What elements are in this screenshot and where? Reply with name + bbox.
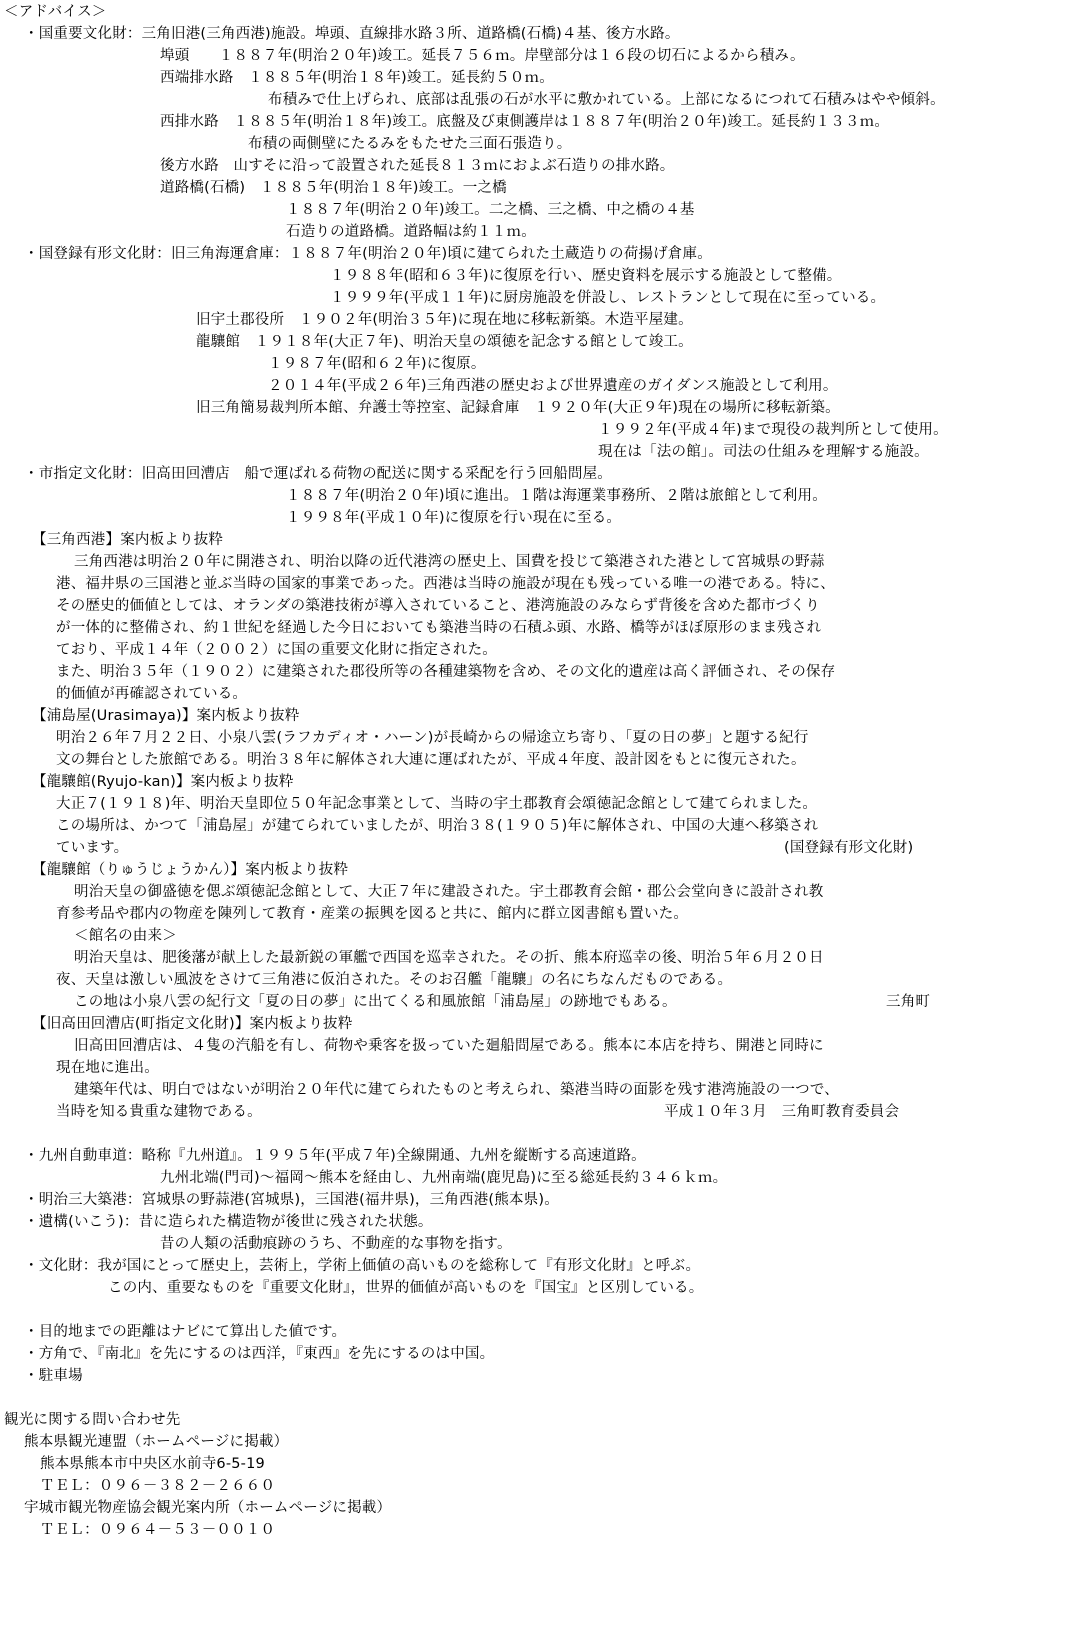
text-line: 西排水路 １８８５年(明治１８年)竣工。底盤及び東側護岸は１８８７年(明治２０年)竣工。延長約１３３ｍ。 bbox=[160, 114, 890, 130]
text-line: が一体的に整備され、約１世紀を経過した今日においても築港当時の石積ふ頭、水路、橋等がほぼ原形のまま残され bbox=[56, 620, 822, 636]
text-line: 龍驤館 １９１８年(大正７年)、明治天皇の頌徳を記念する館として竣工。 bbox=[196, 334, 693, 350]
text-line: 現在地に進出。 bbox=[56, 1060, 159, 1076]
text-line: ・駐車場 bbox=[24, 1368, 83, 1384]
text-line: ・国重要文化財：三角旧港(三角西港)施設。埠頭、直線排水路３所、道路橋(石橋)４基、後方水路。 bbox=[24, 26, 680, 42]
text-line: 旧高田回漕店は、４隻の汽船を有し、荷物や乗客を扱っていた廻船問屋である。熊本に本店を持ち、開港と同時に bbox=[74, 1038, 824, 1054]
text-line: 的価値が再確認されている。 bbox=[56, 686, 248, 702]
text-line: その歴史的価値としては、オランダの築港技術が導入されていること、港湾施設のみならず背後を含めた都市づくり bbox=[56, 598, 820, 614]
text-line: ＜館名の由来＞ bbox=[74, 928, 177, 944]
text-line: １９９９年(平成１１年)に厨房施設を併設し、レストランとして現在に至っている。 bbox=[330, 290, 886, 306]
text-line: ・遺構(いこう)：昔に造られた構造物が後世に残された状態。 bbox=[24, 1214, 433, 1230]
text-line: １９９８年(平成１０年)に復原を行い現在に至る。 bbox=[286, 510, 622, 526]
text-line: この地は小泉八雲の紀行文「夏の日の夢」に出てくる和風旅館「浦島屋」の跡地でもある。 bbox=[74, 994, 677, 1010]
text-line: この場所は、かつて「浦島屋」が建てられていましたが、明治３８(１９０５)年に解体され、中国の大連へ移築され bbox=[56, 818, 819, 834]
text-line: ており、平成１４年（２００２）に国の重要文化財に指定された。 bbox=[56, 642, 497, 658]
text-line: 石造りの道路橋。道路幅は約１１ｍ。 bbox=[286, 224, 536, 240]
text-line: ・国登録有形文化財：旧三角海運倉庫：１８８７年(明治２０年)頃に建てられた土蔵造りの荷揚げ倉庫。 bbox=[24, 246, 712, 262]
text-line: 埠頭 １８８７年(明治２０年)竣工。延長７５６ｍ。岸壁部分は１６段の切石によるから積み。 bbox=[160, 48, 805, 64]
text-line: 観光に関する問い合わせ先 bbox=[4, 1412, 181, 1428]
text-line: １９９２年(平成４年)まで現役の裁判所として使用。 bbox=[598, 422, 948, 438]
text-line: 現在は「法の館」。司法の仕組みを理解する施設。 bbox=[598, 444, 929, 460]
text-line: ・方角で、『南北』を先にするのは西洋，『東西』を先にするのは中国。 bbox=[24, 1346, 495, 1362]
text-line: １９８８年(昭和６３年)に復原を行い、歴史資料を展示する施設として整備。 bbox=[330, 268, 842, 284]
text-line: ＜アドバイス＞ bbox=[4, 4, 107, 20]
text-line: ・明治三大築港：宮城県の野蒜港(宮城県)，三国港(福井県)，三角西港(熊本県)。 bbox=[24, 1192, 559, 1208]
text-line: 明治天皇は、肥後藩が献上した最新鋭の軍艦で西国を巡幸された。その折、熊本府巡幸の後、明治５年６月２０日 bbox=[74, 950, 824, 966]
text-line: 夜、天皇は激しい風波をさけて三角港に仮泊された。そのお召艦「龍驤」の名にちなんだものである。 bbox=[56, 972, 733, 988]
text-line: この内、重要なものを『重要文化財』，世界的価値が高いものを『国宝』と区別している。 bbox=[108, 1280, 704, 1296]
text-line: 布積みで仕上げられ、底部は乱張の石が水平に敷かれている。上部になるにつれて石積みはやや傾斜。 bbox=[268, 92, 945, 108]
text-line: ・文化財：我が国にとって歴史上，芸術上，学術上価値の高いものを総称して『有形文化財』と呼ぶ。 bbox=[24, 1258, 701, 1274]
text-line: 布積の両側壁にたるみをもたせた三面石張造り。 bbox=[248, 136, 572, 152]
text-line: ２０１４年(平成２６年)三角西港の歴史および世界遺産のガイダンス施設として利用。 bbox=[268, 378, 838, 394]
text-line: 旧宇土郡役所 １９０２年(明治３５年)に現在地に移転新築。木造平屋建。 bbox=[196, 312, 693, 328]
text-line: 文の舞台とした旅館である。明治３８年に解体され大連に運ばれたが、平成４年度、設計図をもとに復元された。 bbox=[56, 752, 806, 768]
text-line: 当時を知る貴重な建物である。 bbox=[56, 1104, 262, 1120]
text-line: 【三角西港】案内板より抜粋 bbox=[32, 532, 224, 548]
text-line: 宇城市観光物産協会観光案内所（ホームページに掲載） bbox=[24, 1500, 392, 1516]
text-line: 熊本県熊本市中央区水前寺6-5-19 bbox=[40, 1456, 265, 1472]
text-line: 育参考品や郡内の物産を陳列して教育・産業の振興を図ると共に、館内に群立図書館も置いた。 bbox=[56, 906, 689, 922]
text-line: １９８７年(昭和６２年)に復原。 bbox=[268, 356, 486, 372]
text-line: ・九州自動車道：略称『九州道』。１９９５年(平成７年)全線開通、九州を縦断する高速道路。 bbox=[24, 1148, 646, 1164]
text-line: 旧三角簡易裁判所本館、弁護士等控室、記録倉庫 １９２０年(大正９年)現在の場所に移転新築。 bbox=[196, 400, 840, 416]
text-line: 熊本県観光連盟（ホームページに掲載） bbox=[24, 1434, 289, 1450]
text-line: 明治天皇の御盛徳を偲ぶ頌徳記念館として、大正７年に建設された。宇土郡教育会館・郡公会堂向きに設計され教 bbox=[74, 884, 824, 900]
text-line: 明治２６年７月２２日、小泉八雲(ラフカディオ・ハーン)が長崎からの帰途立ち寄り、「夏の日の夢」と題する紀行 bbox=[56, 730, 809, 746]
text-line: 【龍驤館（りゅうじょうかん）】案内板より抜粋 bbox=[32, 862, 349, 878]
text-line: 西端排水路 １８８５年(明治１８年)竣工。延長約５０ｍ。 bbox=[160, 70, 554, 86]
text-line: １８８７年(明治２０年)頃に進出。１階は海運業事務所、２階は旅館として利用。 bbox=[286, 488, 827, 504]
text-line: ＴＥＬ：０９６－３８２－２６６０ bbox=[40, 1478, 276, 1494]
text-line: また、明治３５年（１９０２）に建築された郡役所等の各種建築物を含め、その文化的遺産は高く評価され、その保存 bbox=[56, 664, 836, 680]
text-line: ＴＥＬ：０９６４－５３－００１０ bbox=[40, 1522, 276, 1538]
text-line: 平成１０年３月 三角町教育委員会 bbox=[664, 1104, 900, 1120]
text-line: 後方水路 山すそに沿って設置された延長８１３ｍにおよぶ石造りの排水路。 bbox=[160, 158, 675, 174]
text-line: １８８７年(明治２０年)竣工。二之橋、三之橋、中之橋の４基 bbox=[286, 202, 695, 218]
text-line: (国登録有形文化財) bbox=[784, 840, 914, 856]
text-line: ています。 bbox=[56, 840, 129, 856]
text-line: 昔の人類の活動痕跡のうち、不動産的な事物を指す。 bbox=[160, 1236, 512, 1252]
text-line: 【浦島屋(Urasimaya)】案内板より抜粋 bbox=[32, 708, 300, 724]
text-line: 建築年代は、明白ではないが明治２０年代に建てられたものと考えられ、築港当時の面影を残す港湾施設の一つで、 bbox=[74, 1082, 839, 1098]
text-line: 道路橋(石橋) １８８５年(明治１８年)竣工。一之橋 bbox=[160, 180, 507, 196]
text-line: 三角町 bbox=[886, 994, 931, 1010]
text-line: 大正７(１９１８)年、明治天皇即位５０年記念事業として、当時の宇土郡教育会頌徳記念館として建てられました。 bbox=[56, 796, 818, 812]
text-line: 九州北端(門司)～福岡～熊本を経由し、九州南端(鹿児島)に至る総延長約３４６ｋｍ。 bbox=[160, 1170, 728, 1186]
text-line: 三角西港は明治２０年に開港され、明治以降の近代港湾の歴史上、国費を投じて築港された港として宮城県の野蒜 bbox=[74, 554, 825, 570]
text-line: ・市指定文化財：旧高田回漕店 船で運ばれる荷物の配送に関する采配を行う回船問屋。 bbox=[24, 466, 612, 482]
text-line: 【旧高田回漕店(町指定文化財)】案内板より抜粋 bbox=[32, 1016, 353, 1032]
text-line: 港、福井県の三国港と並ぶ当時の国家的事業であった。西港は当時の施設が現在も残っている唯一の港である。特に、 bbox=[56, 576, 835, 592]
text-line: 【龍驤館(Ryujo-kan)】案内板より抜粋 bbox=[32, 774, 294, 790]
text-line: ・目的地までの距離はナビにて算出した値です。 bbox=[24, 1324, 347, 1340]
